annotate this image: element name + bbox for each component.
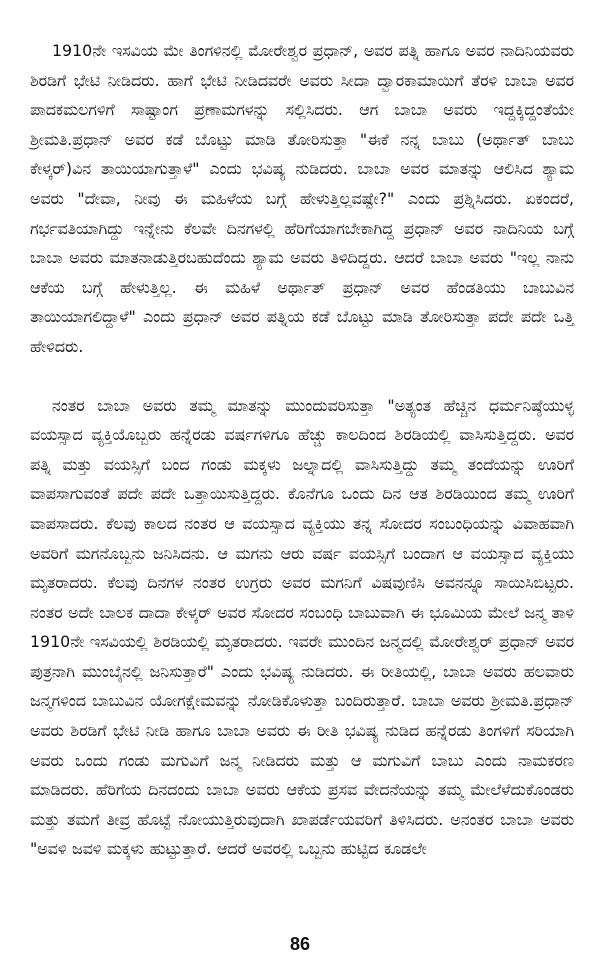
paragraph-1: 1910ನೇ ಇಸವಿಯ ಮೇ ತಿಂಗಳಿನಲ್ಲಿ ಮೋರೇಶ್ವರ ಪ್ರಧಾನ್, ಅವರ ಪತ್ನಿ ಹಾಗೂ ಅವರ ನಾದಿನಿಯವರು ಶಿರಡಿಗೆ ಭೇಟಿ ನೀಡಿದರು. ಹಾಗೆ ಭೇಟಿ ನೀಡಿದವರೇ ಅವರು ಸೀದಾ ದ್ವಾರಕಾಮಾಯಿಗೆ ತೆರಳಿ ಬಾಬಾ ಅವರ ಪಾದಕಮಲಗಳಿಗೆ ಸಾಷ್ಟಾಂಗ ಪ್ರಣಾಮಗಳನ್ನು ಸಲ್ಲಿಸಿದರು. ಆಗ ಬಾಬಾ ಅವರು ಇದ್ದಕ್ಕಿದ್ದಂತೆಯೇ ಶ್ರೀಮತಿ.ಪ್ರಧಾನ್ ಅವರ ಕಡೆ ಬೊಟ್ಟು ಮಾಡಿ ತೋರಿಸುತ್ತಾ "ಈಕೆ ನನ್ನ ಬಾಬು (ಅರ್ಥಾತ್ ಬಾಬು ಕೇಳ್ಕರ್)ವಿನ ತಾಯಿಯಾಗುತ್ತಾಳೆ" ಎಂದು ಭವಿಷ್ಯ ನುಡಿದರು. ಬಾಬಾ ಅವರ ಮಾತನ್ನು ಆಲಿಸಿದ ಶ್ಯಾಮ ಅವರು "ದೇವಾ, ನೀವು ಈ ಮಹಿಳೆಯ ಬಗ್ಗೆ ಹೇಳುತ್ತಿಲ್ಲವಷ್ಟೇ?" ಎಂದು ಪ್ರಶ್ನಿಸಿದರು. ಏಕಂದರೆ, ಗರ್ಭವತಿಯಾಗಿದ್ದು ಇನ್ನೇನು ಕೆಲವೇ ದಿನಗಳಲ್ಲಿ ಹೆರಿಗೆಯಾಗಬೇಕಾಗಿದ್ದ ಪ್ರಧಾನ್ ಅವರ ನಾದಿನಿಯ ಬಗ್ಗೆ ಬಾಬಾ ಅವರು ಮಾತನಾಡುತ್ತಿರಬಹುದೆಂದು ಶ್ಯಾಮ ಅವರು ತಿಳಿದಿದ್ದರು. ಆದರೆ ಬಾಬಾ ಅವರು "ಇಲ್ಲ ನಾನು ಆಕೆಯ ಬಗ್ಗೆ ಹೇಳುತ್ತಿಲ್ಲ. ಈ ಮಹಿಳೆ ಅರ್ಥಾತ್ ಪ್ರಧಾನ್ ಅವರ ಹೆಂಡತಿಯು ಬಾಬುವಿನ ತಾಯಿಯಾಗಲಿದ್ದಾಳೆ" ಎಂದು ಪ್ರಧಾನ್ ಅವರ ಪತ್ನಿಯ ಕಡೆ ಬೊಟ್ಟು ಮಾಡಿ ತೋರಿಸುತ್ತಾ ಪದೇ ಪದೇ ಒತ್ತಿ ಹೇಳಿದರು.	[30, 41, 574, 356]
page-number: 86	[289, 934, 311, 954]
paragraph-2: ನಂತರ ಬಾಬಾ ಅವರು ತಮ್ಮ ಮಾತನ್ನು ಮುಂದುವರಿಸುತ್ತಾ "ಅತ್ಯಂತ ಹೆಚ್ಚಿನ ಧರ್ಮನಿಷ್ಠೆಯುಳ್ಳ ವಯಸ್ಸಾದ ವ್ಯಕ್ತಿಯೊಬ್ಬರು ಹನ್ನೆರಡು ವರ್ಷಗಳಿಗೂ ಹೆಚ್ಚು ಕಾಲದಿಂದ ಶಿರಡಿಯಲ್ಲಿ ವಾಸಿಸುತ್ತಿದ್ದರು. ಅವರ ಪತ್ನಿ ಮತ್ತು ವಯಸ್ಸಿಗೆ ಬಂದ ಗಂಡು ಮಕ್ಕಳು ಜಲ್ನಾದಲ್ಲಿ ವಾಸಿಸುತ್ತಿದ್ದು ತಮ್ಮ ತಂದೆಯನ್ನು ಊರಿಗೆ ವಾಪಸಾಗುವಂತೆ ಪದೇ ಪದೇ ಒತ್ತಾಯಿಸುತ್ತಿದ್ದರು. ಕೊನೆಗೂ ಒಂದು ದಿನ ಆತ ಶಿರಡಿಯಿಂದ ತಮ್ಮ ಊರಿಗೆ ವಾಪಸಾದರು. ಕೆಲವು ಕಾಲದ ನಂತರ ಆ ವಯಸ್ಸಾದ ವ್ಯಕ್ತಿಯು ತನ್ನ ಸೋದರ ಸಂಬಂಧಿಯನ್ನು ವಿವಾಹವಾಗಿ ಅವರಿಗೆ ಮಗನೊಬ್ಬನು ಜನಿಸಿದನು. ಆ ಮಗನು ಆರು ವರ್ಷ ವಯಸ್ಸಿಗೆ ಬಂದಾಗ ಆ ವಯಸ್ಸಾದ ವ್ಯಕ್ತಿಯು ಮೃತರಾದರು. ಕೆಲವು ದಿನಗಳ ನಂತರ ಉಗ್ರರು ಅವರ ಮಗನಿಗೆ ವಿಷವುಣಿಸಿ ಅವನನ್ನೂ ಸಾಯಿಸಿಬಿಟ್ಟರು. ನಂತರ ಅದೇ ಬಾಲಕ ದಾದಾ ಕೇಳ್ಕರ್ ಅವರ ಸೋದರ ಸಂಬಂಧಿ ಬಾಬುವಾಗಿ ಈ ಭೂಮಿಯ ಮೇಲೆ ಜನ್ಮ ತಾಳಿ 1910ನೇ ಇಸವಿಯಲ್ಲಿ ಶಿರಡಿಯಲ್ಲಿ ಮೃತರಾದರು. ಇವರೇ ಮುಂದಿನ ಜನ್ಮದಲ್ಲಿ ಮೋರೇಶ್ವರ್ ಪ್ರಧಾನ್ ಅವರ ಪುತ್ರನಾಗಿ ಮುಂಬೈನಲ್ಲಿ ಜನಿಸುತ್ತಾರೆ" ಎಂದು ಭವಿಷ್ಯ ನುಡಿದರು. ಈ ರೀತಿಯಲ್ಲಿ, ಬಾಬಾ ಅವರು ಹಲವಾರು ಜನ್ಮಗಳಿಂದ ಬಾಬುವಿನ ಯೋಗಕ್ಷೇಮವನ್ನು ನೋಡಿಕೊಳುತ್ತಾ ಬಂದಿರುತ್ತಾರೆ. ಬಾಬಾ ಅವರು ಶ್ರೀಮತಿ.ಪ್ರಧಾನ್ ಅವರು ಶಿರಡಿಗೆ ಭೇಟಿ ನೀಡಿ ಹಾಗೂ ಬಾಬಾ ಅವರು ಈ ರೀತಿ ಭವಿಷ್ಯ ನುಡಿದ ಹನ್ನೆರಡು ತಿಂಗಳಿಗೆ ಸರಿಯಾಗಿ ಅವರು ಒಂದು ಗಂಡು ಮಗುವಿಗೆ ಜನ್ಮ ನೀಡಿದರು ಮತ್ತು ಆ ಮಗುವಿಗೆ ಬಾಬು ಎಂದು ನಾಮಕರಣ ಮಾಡಿದರು. ಹೆರಿಗೆಯ ದಿನದಂದು ಬಾಬಾ ಅವರು ಆಕೆಯ ಪ್ರಸವ ವೇದನೆಯನ್ನು ತಮ್ಮ ಮೇಲೆಳೆದುಕೊಂಡರು ಮತ್ತು ತಮಗೆ ತೀವ್ರ ಹೊಟ್ಟೆ ನೋಯುತ್ತಿರುವುದಾಗಿ ಖಾಪರ್ಡೆಯವರಿಗೆ ತಿಳಿಸಿದರು. ಅನಂತರ ಬಾಬಾ ಅವರು "ಅವಳಿ ಜವಳಿ ಮಕ್ಕಳು ಹುಟ್ಟುತ್ತಾರೆ. ಆದರೆ ಅವರಲ್ಲಿ ಒಬ್ಬನು ಹುಟ್ಟಿದ ಕೂಡಲೇ	[30, 395, 574, 859]
